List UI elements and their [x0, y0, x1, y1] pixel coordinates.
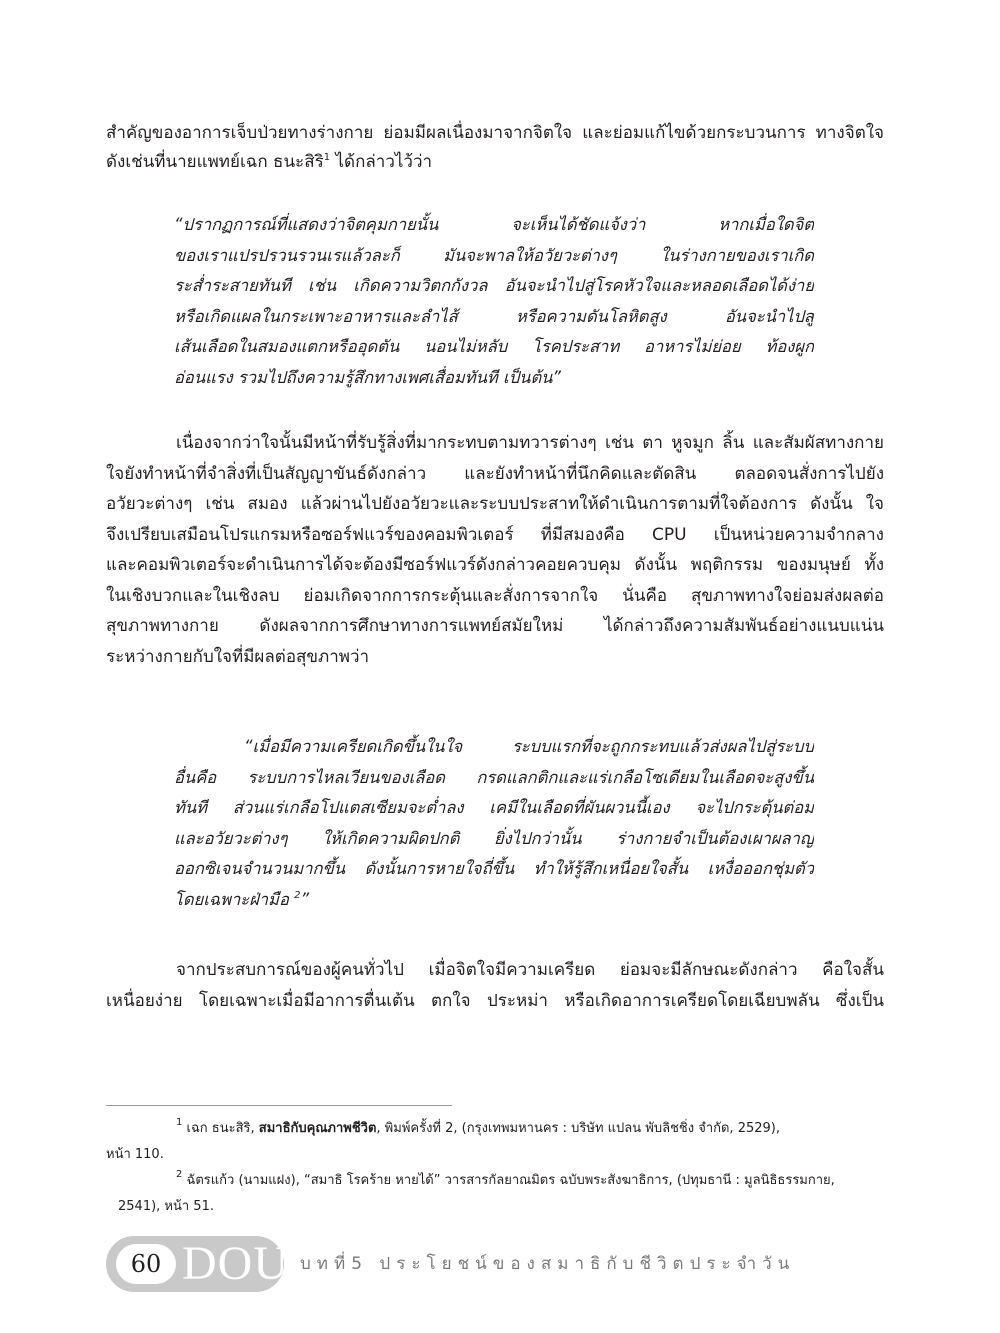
block-quote-2	[174, 732, 814, 915]
paragraph-text: ดังเช่นที่นายแพทย์เฉก ธนะสิริ	[106, 151, 324, 172]
paragraph-3	[106, 955, 884, 1016]
dou-logo: DOU	[182, 1237, 289, 1290]
paragraph-1	[106, 118, 884, 177]
quote-line: หรือเกิดแผลในกระเพาะอาหารและลำไส้ หรือความดันโลหิตสูง อันจะนำไปสู่	[174, 306, 814, 326]
footnote-line	[106, 1116, 884, 1142]
paragraph-line: สุขภาพทางกาย ดังผลจากการศึกษาทางการแพทย์สมัยใหม่ ได้กล่าวถึงความสัมพันธ์อย่างแนบแน่น	[106, 616, 884, 636]
paragraph-line: และคอมพิวเตอร์จะดำเนินการได้จะต้องมีซอร์ฟแวร์ดังกล่าวคอยควบคุม ดังนั้น พฤติกรรม ของมนุษย์ ทั้ง	[106, 555, 884, 575]
quote-text: โดยเฉพาะฝ่ามือ	[174, 889, 295, 909]
quote-line: ทันที ส่วนแร่เกลือโปแตสเซียมจะต่ำลง เคมีในเลือดที่ผันผวนนี้เอง จะไปกระตุ้นต่อม	[174, 798, 814, 817]
footnote-book-title: สมาธิกับคุณภาพชีวิต	[258, 1121, 377, 1136]
footnote-divider	[106, 1105, 452, 1106]
page-number: 60	[116, 1244, 176, 1284]
footer-badge	[106, 1236, 289, 1292]
chapter-title: บทที่5 ประโยชน์ของสมาธิกับชีวิตประจำวัน	[300, 1254, 796, 1274]
paragraph-line	[106, 147, 884, 178]
quote-line: เส้นเลือดในสมองแตกหรืออุดตัน นอนไม่หลับ โรคประสาท อาหารไม่ย่อย ท้องผูก	[174, 337, 814, 356]
quote-text: ”	[300, 889, 310, 909]
footnote-2	[106, 1168, 884, 1220]
quote-line: และอวัยวะต่างๆ ให้เกิดความผิดปกติ ยิ่งไปกว่านั้น ร่างกายจำเป็นต้องเผาผลาญ	[174, 828, 814, 848]
footnote-number: 2	[176, 1169, 183, 1180]
paragraph-line: อวัยวะต่างๆ เช่น สมอง แล้วผ่านไปยังอวัยวะและระบบประสาทให้ดำเนินการตามที่ใจต้องการ ดังนั้น ใจ	[106, 494, 884, 514]
footnote-text: ฉัตรแก้ว (นามแฝง), “สมาธิ โรคร้าย หายได้” วารสารกัลยาณมิตร ฉบับพระสังฆาธิการ, (ปทุมธานี : มูลนิธิธรรมกาย,	[182, 1173, 835, 1188]
paragraph-2	[106, 428, 884, 672]
quote-line: อ่อนแรง รวมไปถึงความรู้สึกทางเพศเสื่อมทันที เป็นต้น”	[174, 367, 561, 387]
footnote-1	[106, 1116, 884, 1168]
paragraph-line: ระหว่างกายกับใจที่มีผลต่อสุขภาพว่า	[106, 646, 370, 667]
quote-line	[174, 885, 814, 916]
quote-line: ของเราแปรปรวนรวนเรแล้วละก็ มันจะพาลให้อวัยวะต่างๆ ในร่างกายของเราเกิด	[174, 245, 814, 265]
footnote-author: เฉก ธนะสิริ,	[182, 1121, 259, 1136]
quote-line: ระส่ำระสายทันที เช่น เกิดความวิตกกังวล อันจะนำไปสู่โรคหัวใจและหลอดเลือดได้ง่าย	[174, 276, 814, 295]
block-quote-1	[174, 210, 814, 393]
footnote-line: หน้า 110.	[106, 1147, 164, 1162]
paragraph-line: เนื่องจากว่าใจนั้นมีหน้าที่รับรู้สิ่งที่มากระทบตามทวารต่างๆ เช่น ตา หูจมูก ลิ้น และสัมผัสทางกาย	[176, 433, 884, 453]
footnote-number: 1	[176, 1117, 183, 1128]
quote-line: อื่นคือ ระบบการไหลเวียนของเลือด กรดแลกติกและแร่เกลือโซเดียมในเลือดจะสูงขึ้น	[174, 767, 814, 787]
paragraph-line: ใจยังทำหน้าที่จำสิ่งที่เป็นสัญญาขันธ์ดังกล่าว และยังทำหน้าที่นึกคิดและตัดสิน ตลอดจนสั่งการไปยัง	[106, 463, 884, 484]
paragraph-line: จากประสบการณ์ของผู้คนทั่วไป เมื่อจิตใจมีความเครียด ย่อมจะมีลักษณะดังกล่าว คือใจสั้น	[176, 960, 884, 980]
footnote-ref-2[interactable]: 2	[294, 889, 301, 901]
quote-line: ออกซิเจนจำนวนมากขึ้น ดังนั้นการหายใจถี่ขึ้น ทำให้รู้สึกเหนื่อยใจสั้น เหงื่อออกชุ่มตัว	[174, 859, 814, 878]
quote-line: “เมื่อมีความเครียดเกิดขึ้นในใจ ระบบแรกที่จะถูกกระทบแล้วส่งผลไปสู่ระบบ	[244, 737, 814, 756]
paragraph-line: จึงเปรียบเสมือนโปรแกรมหรือซอร์ฟแวร์ของคอมพิวเตอร์ ที่มีสมองคือ CPU เป็นหน่วยความจำกลาง	[106, 524, 884, 545]
footnote-ref-1[interactable]: 1	[323, 151, 331, 163]
paragraph-text: ได้กล่าวไว้ว่า	[330, 151, 433, 172]
paragraph-line: ในเชิงบวกและในเชิงลบ ย่อมเกิดจากการกระตุ้นและสั่งการจากใจ นั่นคือ สุขภาพทางใจย่อมส่งผลต่อ	[106, 585, 884, 606]
footnote-line: 2541), หน้า 51.	[118, 1199, 214, 1214]
footnote-line	[106, 1168, 884, 1194]
paragraph-line: เหนื่อยง่าย โดยเฉพาะเมื่อมีอาการตื่นเต้น ตกใจ ประหม่า หรือเกิดอาการเครียดโดยเฉียบพลัน ซึ่งเป็น	[106, 990, 884, 1011]
footnote-details: , พิมพ์ครั้งที่ 2, (กรุงเทพมหานคร : บริษัท แปลน พับลิชชิ่ง จำกัด, 2529),	[376, 1121, 780, 1136]
quote-line: “ปรากฏการณ์ที่แสดงว่าจิตคุมกายนั้น จะเห็นได้ชัดแจ้งว่า หากเมื่อใดจิต	[174, 215, 814, 234]
paragraph-line: สำคัญของอาการเจ็บป่วยทางร่างกาย ย่อมมีผลเนื่องมาจากจิตใจ และย่อมแก้ไขด้วยกระบวนการ ทางจิตใจ	[106, 123, 884, 143]
